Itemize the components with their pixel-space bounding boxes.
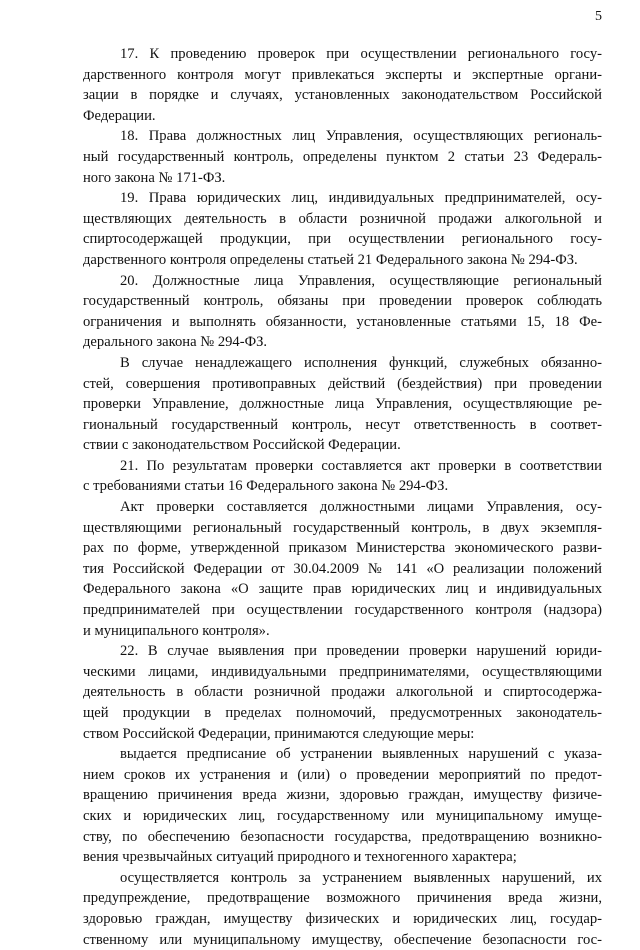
paragraph-act-line-1: Акт проверки составляется должностными лицами Управления, осу- bbox=[120, 499, 602, 516]
paragraph-measure-1-line-4: ских и юридических лиц, государственному или муниципальному имуще- bbox=[83, 807, 602, 824]
paragraph-20-line-3: ограничения и выполнять обязанности, установленные статьями 15, 18 Фе- bbox=[83, 313, 602, 330]
paragraph-measure-2-line-1: осуществляется контроль за устранением выявленных нарушений, их bbox=[120, 869, 602, 886]
paragraph-22-line-2: ческими лицами, индивидуальными предпринимателями, осуществляющими bbox=[83, 663, 602, 680]
paragraph-act-line-7: и муниципального контроля». bbox=[83, 622, 270, 639]
paragraph-measure-2-line-2: предупреждение, предотвращение возможного причинения вреда жизни, bbox=[83, 890, 602, 907]
document-body bbox=[83, 44, 602, 950]
paragraph-liability-line-5: ствии с законодательством Российской Федерации. bbox=[83, 437, 401, 454]
paragraph-22-line-3: деятельность в области розничной продажи алкогольной и спиртосодержа- bbox=[83, 684, 602, 701]
paragraph-22-line-1: 22. В случае выявления при проведении проверки нарушений юриди- bbox=[120, 643, 602, 660]
paragraph-19-line-3: спиртосодержащей продукции, при осуществлении регионального госу- bbox=[83, 231, 602, 248]
paragraph-act-line-6: предпринимателей при осуществлении государственного контроля (надзора) bbox=[83, 602, 602, 619]
paragraph-21-line-2: с требованиями статьи 16 Федерального закона № 294-ФЗ. bbox=[83, 478, 449, 495]
paragraph-19-line-1: 19. Права юридических лиц, индивидуальных предпринимателей, осу- bbox=[120, 190, 602, 207]
paragraph-19-line-2: ществляющих деятельность в области розничной продажи алкогольной и bbox=[83, 210, 602, 227]
paragraph-measure-1-line-6: вения чрезвычайных ситуаций природного и техногенного характера; bbox=[83, 849, 517, 866]
paragraph-act-line-4: тия Российской Федерации от 30.04.2009 № 141 «О реализации положений bbox=[83, 560, 602, 577]
paragraph-measure-1-line-5: ству, по обеспечению безопасности государства, предотвращению возникно- bbox=[83, 828, 602, 845]
paragraph-17-line-4: Федерации. bbox=[83, 107, 156, 124]
paragraph-18-line-2: ный государственный контроль, определены пунктом 2 статьи 23 Федераль- bbox=[83, 148, 602, 165]
paragraph-liability-line-4: гиональный государственный контроль, несут ответственность в соответ- bbox=[83, 416, 602, 433]
paragraph-liability-line-1: В случае ненадлежащего исполнения функций, служебных обязанно- bbox=[120, 354, 602, 371]
paragraph-22-line-5: ством Российской Федерации, принимаются следующие меры: bbox=[83, 725, 475, 742]
paragraph-measure-1-line-3: вращению причинения вреда жизни, здоровью граждан, имуществу физиче- bbox=[83, 787, 602, 804]
paragraph-18-line-1: 18. Права должностных лиц Управления, осуществляющих региональ- bbox=[120, 128, 602, 145]
paragraph-17-line-3: зации в порядке и случаях, установленных законодательством Российской bbox=[83, 87, 602, 104]
paragraph-measure-2-line-3: здоровью граждан, имуществу физических и юридических лиц, государ- bbox=[83, 910, 602, 927]
paragraph-19-line-4: дарственного контроля определены статьей 21 Федерального закона № 294-ФЗ. bbox=[83, 251, 578, 268]
paragraph-22-line-4: щей продукции в пределах полномочий, предусмотренных законодатель- bbox=[83, 705, 602, 721]
paragraph-20-line-2: государственный контроль, обязаны при проведении проверок соблюдать bbox=[83, 293, 602, 310]
paragraph-act-line-5: Федерального закона «О защите прав юридических лиц и индивидуальных bbox=[83, 581, 602, 598]
paragraph-liability-line-2: стей, совершения противоправных действий (бездействия) при проведении bbox=[83, 375, 602, 392]
paragraph-20-line-4: дерального закона № 294-ФЗ. bbox=[83, 334, 268, 351]
page-number: 5 bbox=[595, 9, 602, 24]
paragraph-21-line-1: 21. По результатам проверки составляется акт проверки в соответствии bbox=[120, 457, 602, 474]
paragraph-measure-2-line-4: ственному или муниципальному имуществу, обеспечение безопасности гос- bbox=[83, 931, 602, 948]
paragraph-17-line-2: дарственного контроля могут привлекаться эксперты и экспертные органи- bbox=[83, 66, 602, 83]
paragraph-measure-1-line-1: выдается предписание об устранении выявленных нарушений с указа- bbox=[120, 746, 602, 763]
paragraph-act-line-3: рах по форме, утвержденной приказом Министерства экономического разви- bbox=[83, 540, 602, 557]
paragraph-liability-line-3: проверки Управление, должностные лица Управления, осуществляющие ре- bbox=[83, 396, 602, 413]
paragraph-20-line-1: 20. Должностные лица Управления, осуществляющие региональный bbox=[120, 272, 602, 289]
paragraph-17-line-1: 17. К проведению проверок при осуществлении регионального госу- bbox=[120, 46, 602, 62]
paragraph-act-line-2: ществляющими региональный государственный контроль, в двух экземпля- bbox=[83, 519, 602, 536]
paragraph-measure-1-line-2: нием сроков их устранения и (или) о проведении мероприятий по предот- bbox=[83, 766, 602, 783]
paragraph-18-line-3: ного закона № 171-ФЗ. bbox=[83, 169, 226, 186]
